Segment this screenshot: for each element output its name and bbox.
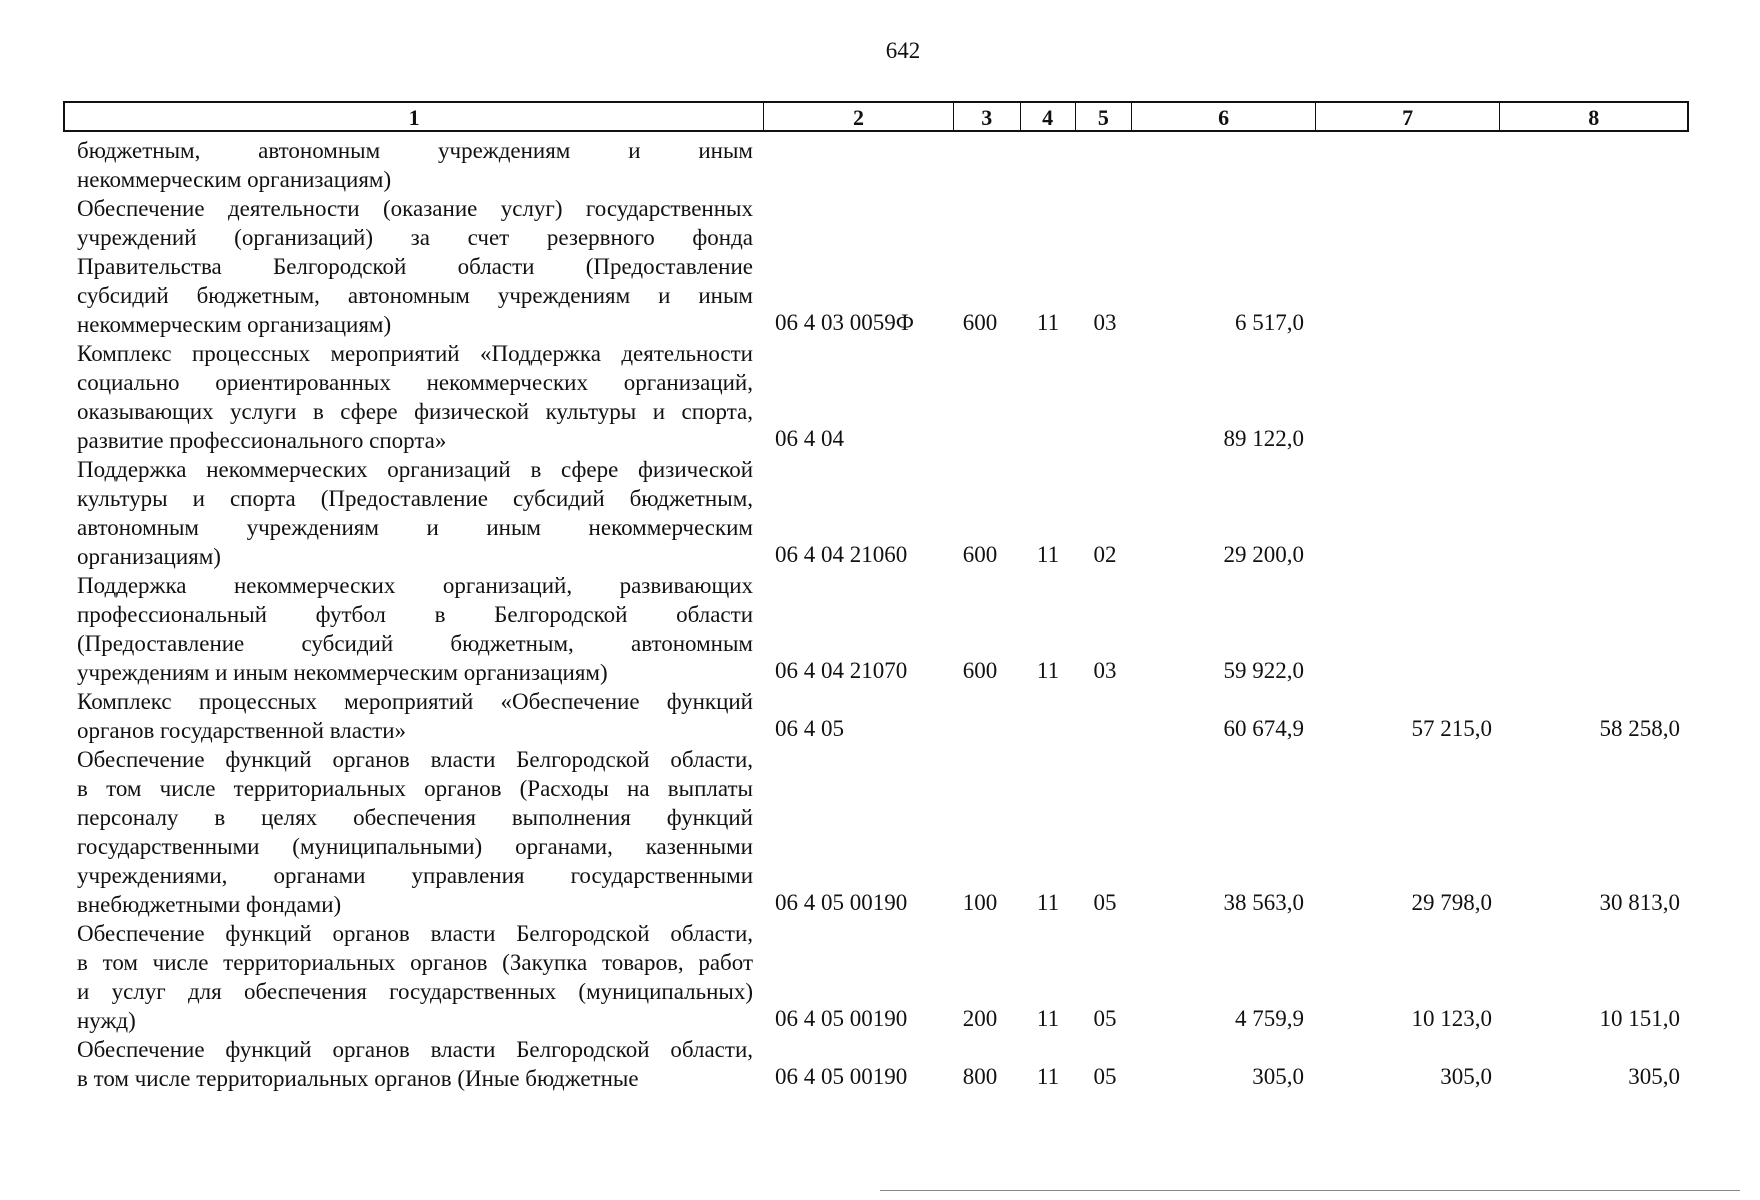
row-col-6: 6 517,0	[1235, 310, 1304, 335]
description-line: (Предоставление субсидий бюджетным, автономным	[77, 631, 753, 656]
description-line: персоналу в целях обеспечения выполнения функций	[77, 805, 753, 830]
row-code: 06 4 04	[775, 426, 844, 451]
description-line: внебюджетными фондами)	[77, 892, 342, 917]
description-line: учреждениями, органами управления государственными	[77, 863, 753, 888]
table-row	[0, 571, 1760, 687]
row-description	[77, 687, 753, 745]
row-col-5: 03	[1093, 658, 1117, 683]
row-col-3: 600	[962, 542, 998, 567]
table-row	[0, 1035, 1760, 1093]
row-col-6: 29 200,0	[1223, 542, 1304, 567]
header-col-7: 7	[1316, 103, 1501, 130]
row-col-3: 100	[962, 890, 998, 915]
header-col-6: 6	[1132, 103, 1316, 130]
description-line: учреждений (организаций) за счет резервного фонда	[77, 225, 753, 250]
header-col-3: 3	[954, 103, 1021, 130]
description-line: автономным учреждениям и иным некоммерческим	[77, 515, 753, 540]
row-code: 06 4 04 21070	[775, 658, 908, 683]
description-line: социально ориентированных некоммерческих организаций,	[77, 370, 753, 395]
description-line: Правительства Белгородской области (Предоставление	[77, 254, 753, 279]
description-line: в том числе территориальных органов (Закупка товаров, работ	[77, 950, 753, 975]
row-description	[77, 1035, 753, 1093]
row-code: 06 4 05 00190	[775, 1006, 908, 1031]
description-line: и услуг для обеспечения государственных (муниципальных)	[77, 979, 753, 1004]
row-code: 06 4 05	[775, 716, 844, 741]
row-description	[77, 919, 753, 1035]
table-header	[63, 101, 1689, 132]
description-line: нужд)	[77, 1008, 136, 1033]
row-col-6: 38 563,0	[1223, 890, 1304, 915]
table-row	[0, 339, 1760, 455]
row-col-7: 29 798,0	[1411, 890, 1492, 915]
row-col-6: 89 122,0	[1223, 426, 1304, 451]
row-col-5: 05	[1093, 1064, 1117, 1089]
description-line: Обеспечение функций органов власти Белгородской области,	[77, 747, 753, 772]
header-col-4: 4	[1021, 103, 1076, 130]
row-code: 06 4 05 00190	[775, 1064, 908, 1089]
row-col-6: 305,0	[1252, 1064, 1304, 1089]
description-line: государственными (муниципальными) органами, казенными	[77, 834, 753, 859]
row-description	[77, 136, 753, 194]
description-line: Обеспечение функций органов власти Белгородской области,	[77, 921, 753, 946]
description-line: организациям)	[77, 544, 221, 569]
table-body	[0, 136, 1760, 1093]
row-code: 06 4 03 0059Ф	[775, 310, 914, 335]
header-col-5: 5	[1076, 103, 1133, 130]
table-row	[0, 136, 1760, 194]
description-line: в том числе территориальных органов (Иные бюджетные	[77, 1066, 639, 1091]
description-line: Обеспечение деятельности (оказание услуг) государственных	[77, 196, 753, 221]
page-number: 642	[885, 38, 921, 63]
row-col-6: 59 922,0	[1223, 658, 1304, 683]
description-line: в том числе территориальных органов (Расходы на выплаты	[77, 776, 753, 801]
row-description	[77, 571, 753, 687]
row-description	[77, 194, 753, 339]
description-line: Поддержка некоммерческих организаций, развивающих	[77, 573, 753, 598]
row-description	[77, 339, 753, 455]
description-line: некоммерческим организациям)	[77, 167, 392, 192]
row-col-8: 30 813,0	[1599, 890, 1680, 915]
description-line: культуры и спорта (Предоставление субсидий бюджетным,	[77, 486, 753, 511]
description-line: субсидий бюджетным, автономным учреждениям и иным	[77, 283, 753, 308]
row-col-3: 200	[962, 1006, 998, 1031]
header-col-8: 8	[1588, 105, 1600, 130]
row-col-5: 02	[1093, 542, 1117, 567]
row-col-5: 05	[1093, 1006, 1117, 1031]
table-row	[0, 745, 1760, 919]
header-col-2: 2	[764, 103, 954, 130]
row-col-8: 305,0	[1628, 1064, 1680, 1089]
table-row	[0, 919, 1760, 1035]
description-line: Комплекс процессных мероприятий «Обеспечение функций	[77, 689, 753, 714]
row-col-7: 305,0	[1440, 1064, 1492, 1089]
description-line: некоммерческим организациям)	[77, 312, 392, 337]
description-line: бюджетным, автономным учреждениям и иным	[77, 138, 753, 163]
description-line: оказывающих услуги в сфере физической культуры и спорта,	[77, 399, 753, 424]
header-col-1: 1	[65, 103, 764, 130]
row-code: 06 4 05 00190	[775, 890, 908, 915]
row-col-4: 11	[1036, 1064, 1060, 1089]
row-col-3: 600	[962, 658, 998, 683]
description-line: Комплекс процессных мероприятий «Поддержка деятельности	[77, 341, 753, 366]
row-col-6: 60 674,9	[1223, 716, 1304, 741]
row-col-8: 58 258,0	[1599, 716, 1680, 741]
row-col-4: 11	[1036, 542, 1060, 567]
row-description	[77, 745, 753, 919]
row-col-7: 57 215,0	[1411, 716, 1492, 741]
description-line: учреждениям и иным некоммерческим организациям)	[77, 660, 608, 685]
row-col-3: 600	[962, 310, 998, 335]
row-col-4: 11	[1036, 890, 1060, 915]
row-col-3: 800	[962, 1064, 998, 1089]
description-line: Обеспечение функций органов власти Белгородской области,	[77, 1037, 753, 1062]
table-row	[0, 455, 1760, 571]
row-col-8: 10 151,0	[1599, 1006, 1680, 1031]
description-line: профессиональный футбол в Белгородской области	[77, 602, 753, 627]
row-col-4: 11	[1036, 310, 1060, 335]
row-col-5: 05	[1093, 890, 1117, 915]
row-description	[77, 455, 753, 571]
row-col-5: 03	[1093, 310, 1117, 335]
description-line: развитие профессионального спорта»	[77, 428, 447, 453]
description-line: Поддержка некоммерческих организаций в сфере физической	[77, 457, 753, 482]
row-col-4: 11	[1036, 1006, 1060, 1031]
row-col-4: 11	[1036, 658, 1060, 683]
row-code: 06 4 04 21060	[775, 542, 908, 567]
row-col-6: 4 759,9	[1235, 1006, 1304, 1031]
table-row	[0, 687, 1760, 745]
description-line: органов государственной власти»	[77, 718, 407, 743]
table-row	[0, 194, 1760, 339]
row-col-7: 10 123,0	[1411, 1006, 1492, 1031]
scan-edge-line	[880, 1190, 1740, 1191]
